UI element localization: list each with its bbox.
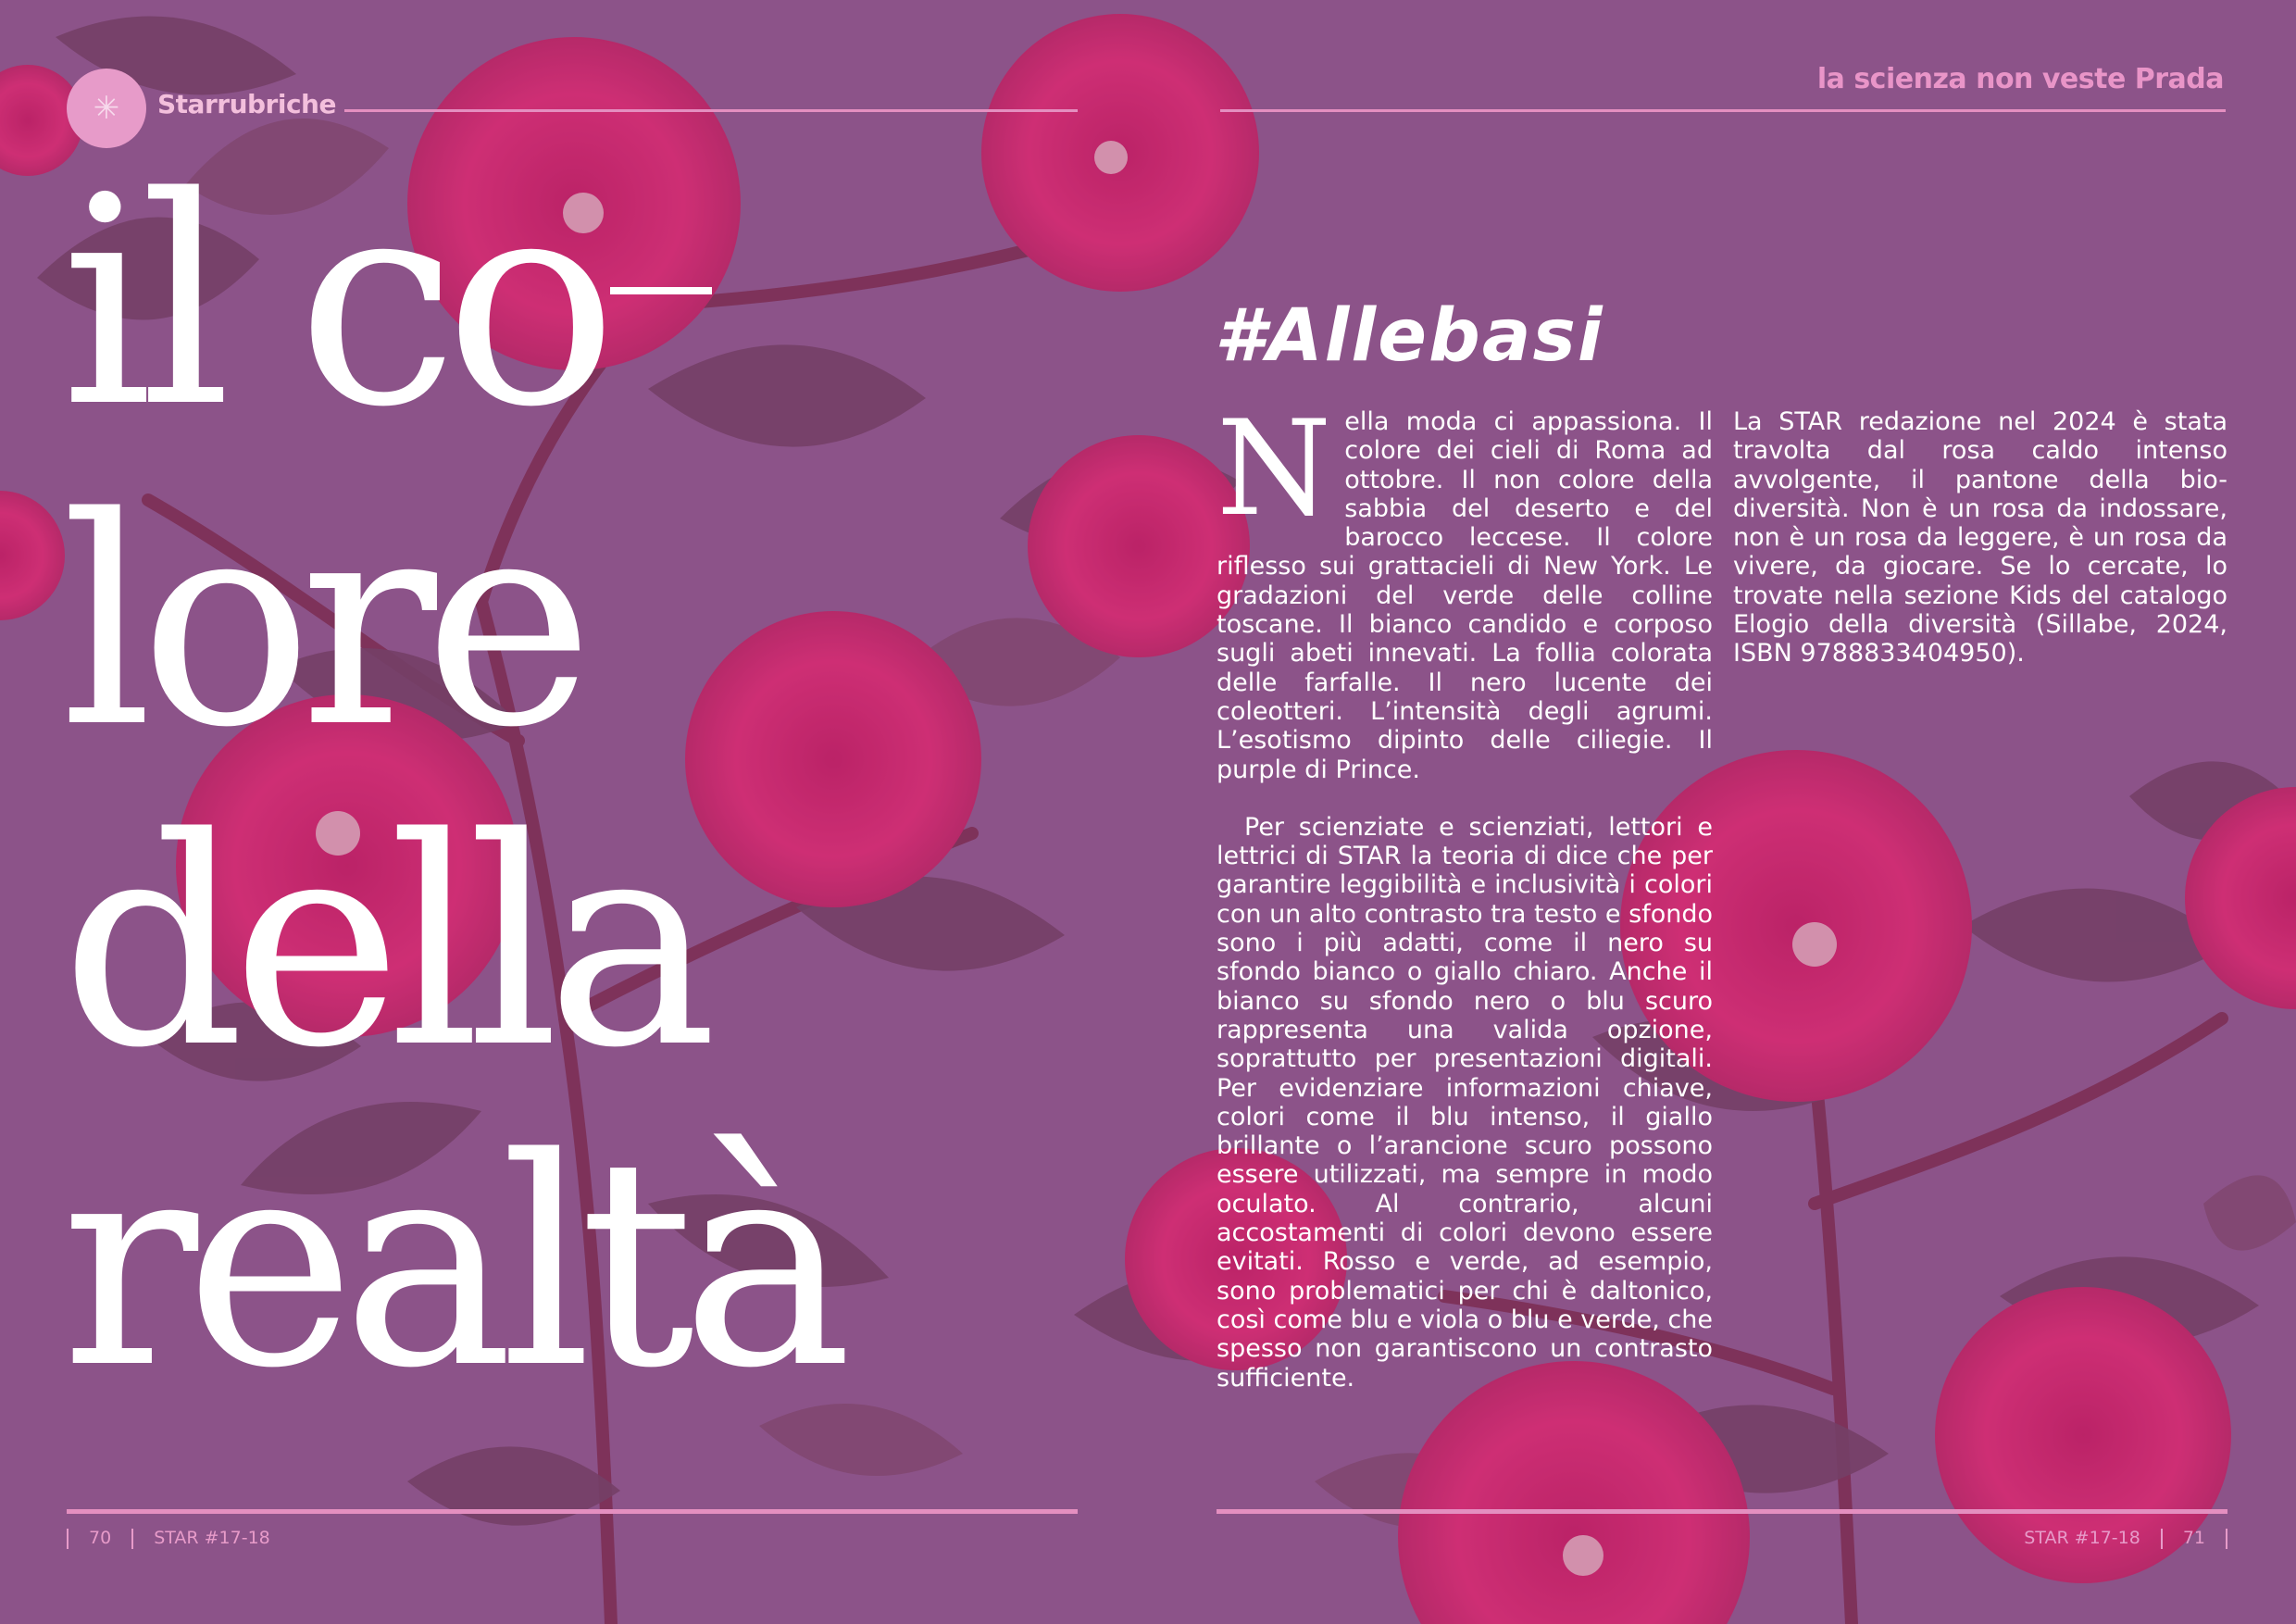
article-paragraph-2: Per scienziate e scienziati, lettori e lettrici di STAR la teoria di dice che per garantire leggibilità e inclusività i colori con un alto contrasto tra testo e sfondo sono i più adatti, come il nero su sfondo bianco o giallo chiaro. Anche il bianco su sfondo nero o blu scuro rappresenta una valida opzione, soprattutto per presentazioni digitali. Per evidenziare informazioni chiave, colori come il blu intenso, il giallo brillante o l’arancione scuro possono essere utilizzati, ma sempre in modo oculato. Al contrario, alcuni accostamenti di colori devono essere evitati. Rosso e verde, ad esempio, sono problematici per chi è daltonico, così come blu e viola o blu e verde, che spesso non garantiscono un contrasto sufficiente.	[1217, 812, 1713, 1393]
page-number-right: 71	[2182, 1528, 2205, 1548]
hashtag-heading: #Allebasi	[1215, 294, 1604, 378]
footer-left	[67, 1528, 270, 1549]
article-paragraph-3: La STAR redazione nel 2024 è stata travolta dal rosa caldo intenso avvolgente, il pantone della bio-diversità. Non è un rosa da indossare, non è un rosa da leggere, è un rosa da vivere, da giocare. Se lo cercate, lo trovate nella sezione Kids del catalogo Elogio della diversità (Sillabe, 2024, ISBN 9788833404950).	[1733, 407, 2227, 668]
footer-divider	[67, 1529, 69, 1549]
page-number-left: 70	[89, 1528, 112, 1548]
drop-cap: N	[1217, 393, 1332, 545]
footer-divider	[2161, 1529, 2163, 1549]
footer-right	[2024, 1528, 2227, 1549]
footer-divider	[2226, 1529, 2227, 1549]
asterisk-icon: ✳	[93, 90, 120, 127]
issue-label-left: STAR #17-18	[154, 1528, 270, 1548]
title-line-4: realtà	[61, 1097, 841, 1431]
footer-rule-right	[1217, 1509, 2227, 1514]
article-column-1	[1217, 393, 1713, 1393]
title-line-1: il co	[61, 144, 840, 464]
title-line-2: lore	[61, 456, 581, 791]
header-rule-left	[344, 109, 1078, 112]
title-hyphen	[610, 287, 712, 294]
running-head: la scienza non veste Prada	[1816, 63, 2224, 95]
title-line-3: della	[61, 777, 705, 1111]
article-paragraph-1: Nella moda ci appassiona. Il colore dei cieli di Roma ad ottobre. Il non colore della sabbia del deserto e del barocco leccese. Il colore riflesso sui grattacieli di New York. Le gradazioni del verde delle colline toscane. Il bianco candido e corposo sugli abeti innevati. La follia colorata delle farfalle. Il nero lucente dei coleotteri. L’intensità degli agrumi. L’esotismo dipinto delle ciliegie. Il purple di Prince.	[1217, 393, 1713, 784]
footer-rule-left	[67, 1509, 1078, 1514]
header-rule-right	[1220, 109, 2226, 112]
page-title	[61, 136, 841, 1431]
footer-divider	[131, 1529, 133, 1549]
section-label: Starrubriche	[157, 89, 336, 119]
issue-label-right: STAR #17-18	[2024, 1528, 2140, 1548]
article-column-2	[1733, 407, 2227, 668]
